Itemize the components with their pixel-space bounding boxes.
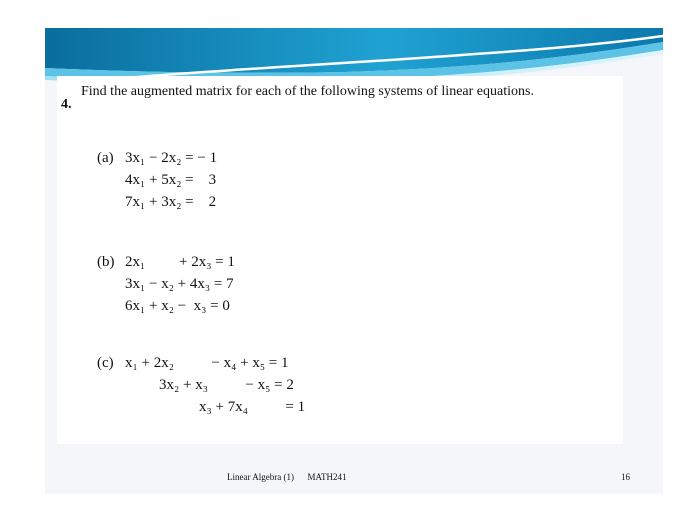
- part-a-label: (a): [97, 150, 114, 166]
- slide: [45, 28, 663, 494]
- footer-course-name: Linear Algebra (1): [227, 472, 294, 482]
- footer-course: [227, 472, 346, 482]
- problem-number: 4.: [61, 97, 72, 112]
- part-a-equation-3: 7x₁ + 3x₂ = 2: [125, 194, 217, 210]
- part-a-equation-1: 3x₁ − 2x₂ = − 1: [125, 150, 218, 166]
- part-b-equation-1: 2x₁ + 2x₃ = 1: [125, 254, 235, 270]
- footer-page-number: 16: [621, 472, 630, 482]
- footer-course-code: MATH241: [307, 472, 347, 482]
- part-c-equation-3: x₃ + 7x₄ = 1: [199, 399, 306, 415]
- part-a-equation-2: 4x₁ + 5x₂ = 3: [125, 172, 217, 188]
- part-b-equation-2: 3x₁ − x₂ + 4x₃ = 7: [125, 276, 234, 292]
- part-c-equation-2: 3x₂ + x₃ − x₅ = 2: [159, 377, 294, 393]
- part-c-equation-1: x₁ + 2x₂ − x₄ + x₅ = 1: [125, 355, 289, 371]
- part-c-label: (c): [97, 355, 114, 371]
- part-b-label: (b): [97, 254, 115, 270]
- instruction-text: Find the augmented matrix for each of the following systems of linear equations.: [81, 84, 534, 99]
- part-b-equation-3: 6x₁ + x₂ − x₃ = 0: [125, 298, 230, 314]
